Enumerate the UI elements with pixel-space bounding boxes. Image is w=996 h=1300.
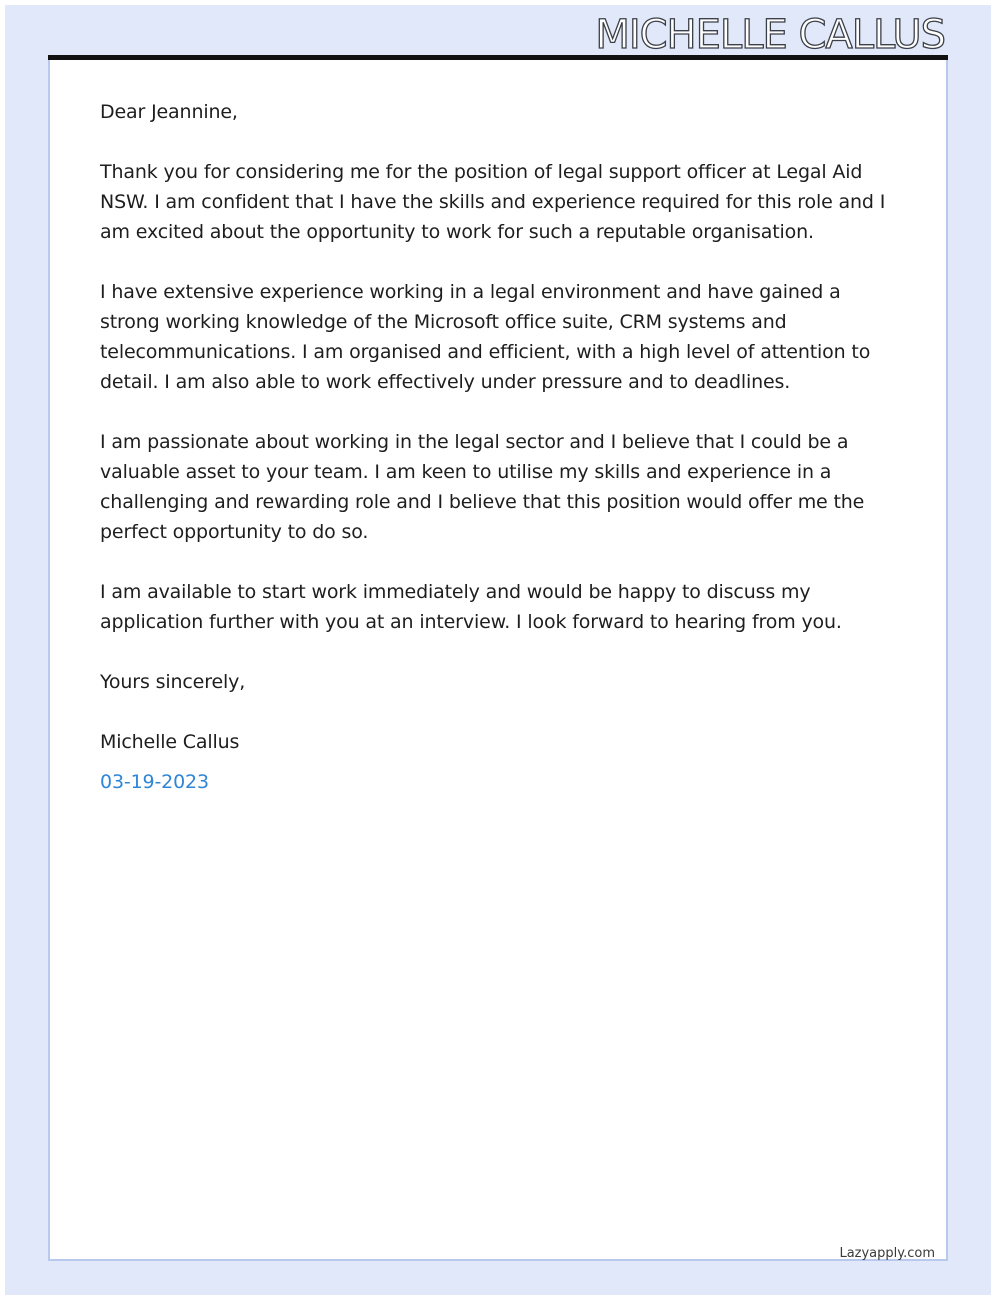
salutation: Dear Jeannine, [100, 101, 238, 123]
paragraph-2: I have extensive experience working in a legal environment and have gained a strong working knowledge of the Microsoft office suite, CRM systems and telecommunications. I am organised and efficient, with a high level of attention to detail. I am also able to work effectively under pressure and to deadlines. [100, 281, 871, 393]
signature-name: Michelle Callus [100, 731, 240, 753]
paragraph-4: I am available to start work immediately and would be happy to discuss my application further with you at an interview. I look forward to hearing from you. [100, 581, 842, 633]
footer-brand-link[interactable]: Lazyapply.com [839, 1246, 935, 1261]
letter-body [100, 97, 900, 797]
closing: Yours sincerely, [100, 671, 246, 693]
letter-date: 03-19-2023 [100, 771, 209, 793]
paragraph-1: Thank you for considering me for the position of legal support officer at Legal Aid NSW. I am confident that I have the skills and experience required for this role and I am excited about the opportunity to work for such a reputable organisation. [100, 161, 886, 243]
paragraph-3: I am passionate about working in the legal sector and I believe that I could be a valuable asset to your team. I am keen to utilise my skills and experience in a challenging and rewarding role and I believe that this position would offer me the perfect opportunity to do so. [100, 431, 865, 543]
applicant-name-heading: MICHELLE CALLUS [595, 12, 945, 58]
